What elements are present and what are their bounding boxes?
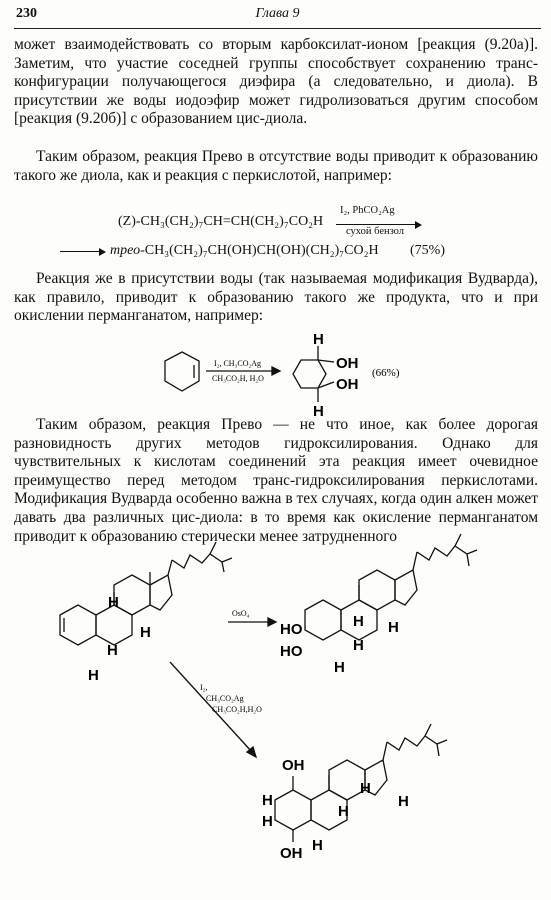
paragraph-4-text: Таким образом, реакция Прево — не что иное, как более дорогая разновидность других методов гидроксилирования. Однако для чувствительных к кислотам соединений эта реакция имеет очевидное преимущество перед методом транс-гидроксилирования перкислотами. Модификация Вудварда особенно важна в тех случаях, когда один алкен может давать два различных цис-диола: в то время как окисление перманганатом приводит к образованию стерически менее затрудненного xyxy=(14,416,538,545)
steroid2-ho: HO xyxy=(280,621,303,638)
paragraph-1-text: может взаимодействовать со вторым карбоксилат-ионом [реакция (9.20а)]. Заметим, что участие соседней группы способствует сохранению транс-конфигурации получающегося диэфира (а следовательно, и диола). В присутствии же воды иодоэфир может гидролизоваться другим способом [реакция (9.20б)] с образованием цис-диола. xyxy=(14,36,538,128)
reaction2-yield: (66%) xyxy=(372,367,400,379)
oso4-reagent: OsO₄ xyxy=(232,609,250,618)
steroid3-h-5: H xyxy=(312,837,323,854)
reaction1-reactant: (Z)-CH₃(CH₂)₇CH=CH(CH₂)₇CO₂H xyxy=(118,214,324,229)
reaction1-product-formula: -CH₃(CH₂)₇CH(OH)CH(OH)(CH₂)₇CO₂H xyxy=(140,243,379,258)
steroid2-h-5: H xyxy=(334,659,345,676)
diol-oh-bottom: OH xyxy=(336,376,359,393)
steroid3-h-b: H xyxy=(262,813,273,830)
steroid2-h-14: H xyxy=(388,619,399,636)
iodine-reagent-line2: CH₃CO₂Ag xyxy=(206,694,244,703)
paragraph-2-text: Таким образом, реакция Прево в отсутствие воды приводит к образованию такого же диола, как и реакция с перкислотой, например: xyxy=(14,148,538,184)
steroid2-h-9: H xyxy=(353,637,364,654)
reaction2-reagent-top: I₂, CH₃CO₂Ag xyxy=(214,359,262,368)
steroid1-h-9: H xyxy=(107,642,118,659)
reaction2-reagent-bottom: CH₃CO₂H, H₂O xyxy=(212,374,264,383)
diol-oh-top: OH xyxy=(336,355,359,372)
steroid2-ho-2: HO xyxy=(280,643,303,660)
reaction2-arrowhead xyxy=(272,367,280,375)
steroid3-h-8: H xyxy=(360,780,371,797)
steroid3-oh-bottom: OH xyxy=(280,845,303,862)
steroid2-h-8: H xyxy=(353,613,364,630)
steroid3-h-a: H xyxy=(262,792,273,809)
page-number: 230 xyxy=(16,6,37,21)
steroid3-oh-top: OH xyxy=(282,757,305,774)
steroid1-h-14: H xyxy=(140,624,151,641)
paragraph-4 xyxy=(14,416,538,546)
steroid1-h-8: H xyxy=(108,594,119,611)
iodine-reagent-line3: CH₃CO₂H,H₂O xyxy=(212,705,262,714)
steroid1-h-5: H xyxy=(88,667,99,684)
oso4-arrowhead xyxy=(268,618,276,626)
reaction1-yield: (75%) xyxy=(410,243,445,258)
reaction1-reagent-top: I₂, PhCO₂Ag xyxy=(340,205,395,216)
reaction1-reagent-bottom: сухой бензол xyxy=(346,226,405,237)
iodine-reagent-line1: I₂, xyxy=(200,683,208,692)
reaction1-product-prefix: трео xyxy=(110,243,141,258)
bond-oh-top xyxy=(318,360,334,362)
steroid3-h-9: H xyxy=(338,803,349,820)
diol-h-top: H xyxy=(313,331,324,348)
steroid3-h-14: H xyxy=(398,793,409,810)
diol-h-bottom: H xyxy=(313,403,324,420)
chapter-title: Глава 9 xyxy=(255,6,300,21)
diol-ring xyxy=(293,360,326,388)
paragraph-3-text: Реакция же в присутствии воды (так называемая модификация Вудварда), как правило, приводит к образованию такого же продукта, что и при окислении перманганатом, например: xyxy=(14,270,538,325)
